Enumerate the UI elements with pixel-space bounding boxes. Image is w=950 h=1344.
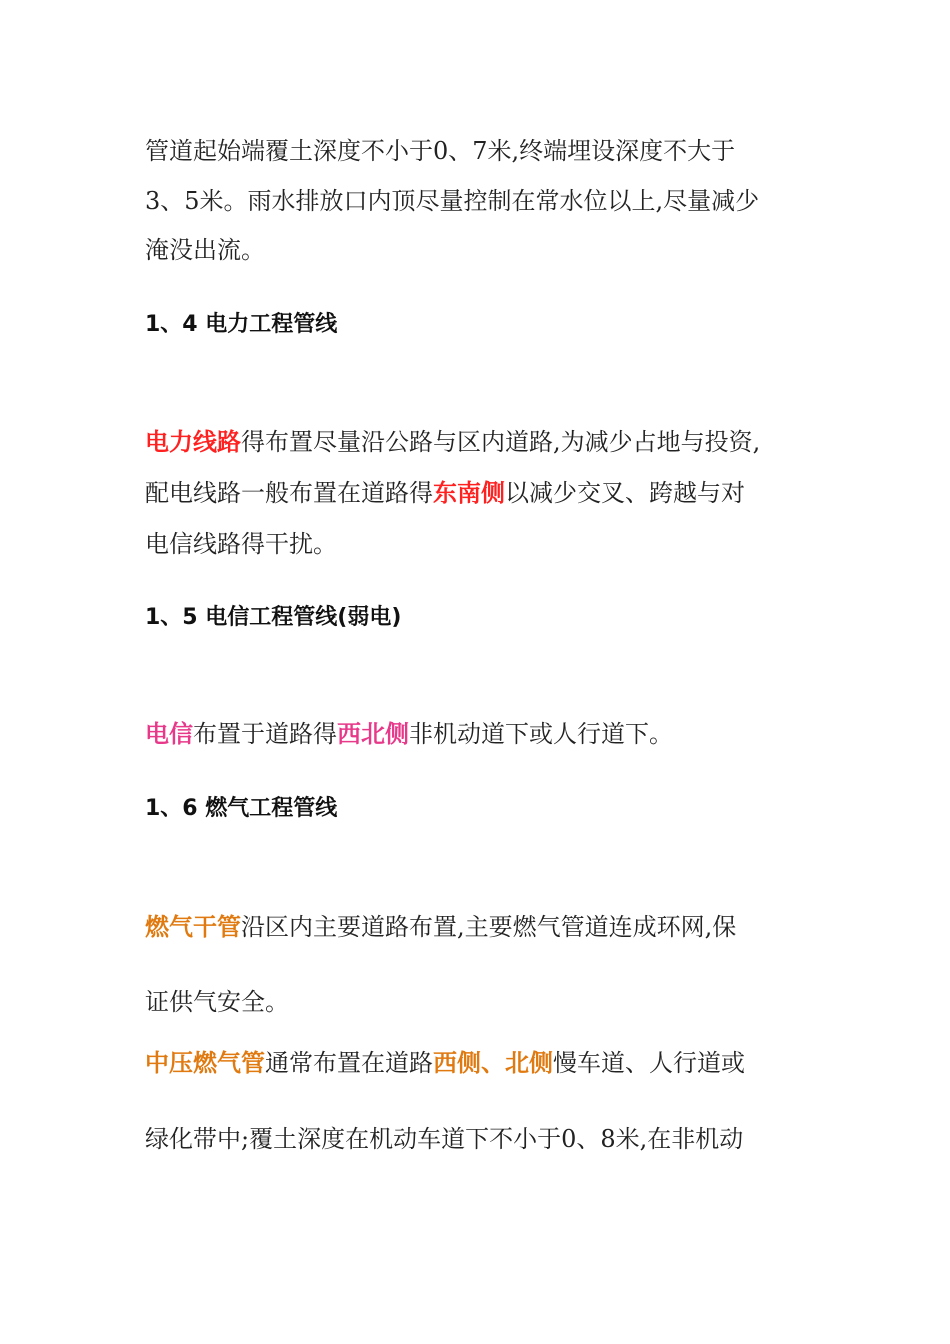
paragraph-line bbox=[145, 477, 745, 509]
highlight-text: 燃气干管 bbox=[145, 913, 241, 941]
text-span: 得布置尽量沿公路与区内道路,为减少占地与投资, bbox=[241, 428, 761, 456]
paragraph-line: 电信线路得干扰。 bbox=[145, 530, 337, 558]
paragraph-line: 证供气安全。 bbox=[145, 988, 289, 1016]
highlight-text: 东南侧 bbox=[433, 479, 505, 507]
section-heading-1-4: 1、4 电力工程管线 bbox=[145, 312, 338, 337]
text-span: 布置于道路得 bbox=[193, 720, 337, 748]
paragraph-line: 淹没出流。 bbox=[145, 236, 265, 264]
text-span: 以减少交叉、跨越与对 bbox=[505, 479, 745, 507]
text-span: 通常布置在道路 bbox=[265, 1049, 433, 1077]
highlight-text: 中压燃气管 bbox=[145, 1049, 265, 1077]
text-span: 非机动道下或人行道下。 bbox=[409, 720, 673, 748]
section-heading-1-6: 1、6 燃气工程管线 bbox=[145, 796, 338, 821]
paragraph-line bbox=[145, 1047, 745, 1079]
text-span: 慢车道、人行道或 bbox=[553, 1049, 745, 1077]
highlight-text: 西北侧 bbox=[337, 720, 409, 748]
paragraph-line bbox=[145, 426, 760, 458]
paragraph-line bbox=[145, 718, 673, 750]
paragraph-line bbox=[145, 911, 736, 943]
paragraph-line: 3、5米。雨水排放口内顶尽量控制在常水位以上,尽量减少 bbox=[145, 187, 760, 215]
text-span: 配电线路一般布置在道路得 bbox=[145, 479, 433, 507]
paragraph-line: 绿化带中;覆土深度在机动车道下不小于0、8米,在非机动 bbox=[145, 1125, 744, 1153]
section-heading-1-5: 1、5 电信工程管线(弱电) bbox=[145, 605, 402, 630]
text-span: 沿区内主要道路布置,主要燃气管道连成环网,保 bbox=[241, 913, 737, 941]
highlight-text: 西侧、北侧 bbox=[433, 1049, 553, 1077]
paragraph-line: 管道起始端覆土深度不小于0、7米,终端埋设深度不大于 bbox=[145, 137, 736, 165]
highlight-text: 电信 bbox=[145, 720, 193, 748]
highlight-text: 电力线路 bbox=[145, 428, 241, 456]
